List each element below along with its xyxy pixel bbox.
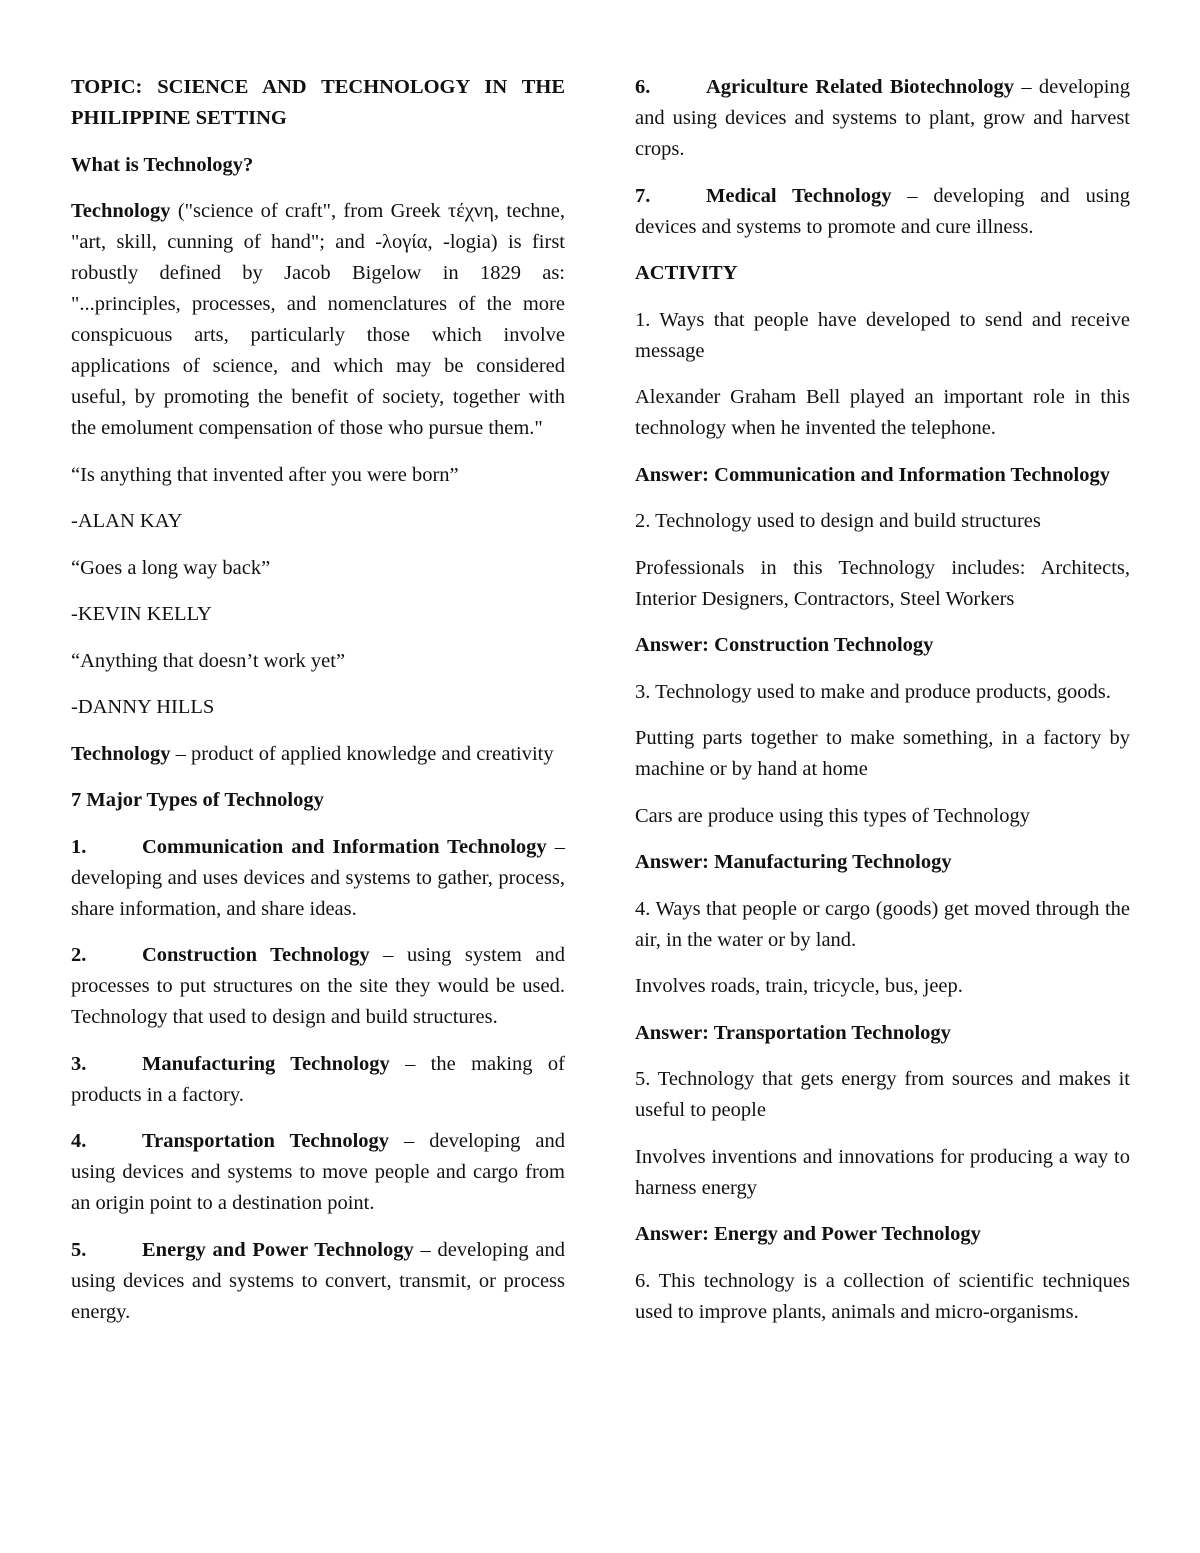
type-name: Agriculture Related Biotechnology [706, 76, 1015, 98]
activity-question: 5. Technology that gets energy from sources and makes it useful to people [635, 1068, 1130, 1121]
activity-hint: Involves roads, train, tricycle, bus, jeep. [635, 975, 963, 997]
quote-2: “Goes a long way back” [71, 556, 271, 579]
activity-question: 2. Technology used to design and build structures [635, 510, 1041, 532]
activity-hint: Involves inventions and innovations for producing a way to harness energy [635, 1145, 1130, 1199]
left-column [71, 72, 565, 1343]
activity-hint: Putting parts together to make something, in a factory by machine or by hand at home [635, 727, 1130, 780]
type-item [71, 832, 565, 925]
type-item [71, 1126, 565, 1219]
type-description: – developing and using devices and systems to plant, grow and harvest crops. [635, 76, 1131, 160]
short-definition-term: Technology [71, 742, 171, 765]
quote-2-author: -KEVIN KELLY [71, 603, 212, 625]
type-description: – the making of products in a factory. [71, 1052, 565, 1106]
technology-definition [71, 196, 565, 444]
type-name: Energy and Power Technology [142, 1238, 414, 1261]
what-is-technology-heading: What is Technology? [71, 153, 254, 176]
definition-term: Technology [71, 200, 171, 222]
activity-answer: Answer: Transportation Technology [635, 1021, 951, 1044]
short-definition-text: – product of applied knowledge and creativity [170, 742, 554, 765]
type-item [71, 940, 565, 1033]
type-number: 2. [71, 944, 87, 966]
type-item [71, 1235, 565, 1328]
type-item [635, 72, 1130, 165]
type-description: – developing and uses devices and systems to gather, process, share information, and share ideas. [71, 835, 566, 920]
activity-hint: Professionals in this Technology includes: Architects, Interior Designers, Contractors, Steel Workers [635, 556, 1130, 610]
type-item [71, 1049, 565, 1111]
quote-3-author: -DANNY HILLS [71, 696, 215, 718]
activity-question: 1. Ways that people have developed to send and receive message [635, 308, 1130, 362]
type-description: – developing and using devices and systems to convert, transmit, or process energy. [71, 1238, 565, 1323]
activity-question: 6. This technology is a collection of scientific techniques used to improve plants, animals and micro-organisms. [635, 1269, 1130, 1323]
quote-1: “Is anything that invented after you were born” [71, 463, 459, 486]
activity-question: 3. Technology used to make and produce products, goods. [635, 680, 1111, 703]
activity-answer: Answer: Manufacturing Technology [635, 851, 952, 873]
quote-1-author: -ALAN KAY [71, 510, 183, 532]
topic-title: TOPIC: SCIENCE AND TECHNOLOGY IN THE PHILIPPINE SETTING [71, 76, 565, 129]
type-description: – using system and processes to put structures on the site they would be used. Technology that used to design and build structures. [71, 944, 566, 1028]
types-heading: 7 Major Types of Technology [71, 789, 324, 811]
type-number: 6. [635, 76, 651, 98]
type-name: Construction Technology [142, 944, 370, 966]
type-description: – developing and using devices and systems to promote and cure illness. [635, 184, 1130, 238]
activity-answer: Answer: Communication and Information Technology [635, 463, 1110, 486]
activity-answer: Answer: Energy and Power Technology [635, 1223, 981, 1245]
right-column [635, 72, 1130, 1343]
type-number: 4. [71, 1130, 87, 1152]
activity-hint: Alexander Graham Bell played an important role in this technology when he invented the telephone. [635, 386, 1130, 439]
activity-heading: ACTIVITY [635, 262, 738, 284]
type-number: 1. [71, 835, 87, 858]
type-number: 5. [71, 1238, 87, 1261]
type-name: Transportation Technology [142, 1130, 390, 1152]
type-description: – developing and using devices and systems to move people and cargo from an origin point to a destination point. [71, 1130, 565, 1214]
activity-question: 4. Ways that people or cargo (goods) get moved through the air, in the water or by land. [635, 897, 1130, 951]
type-number: 3. [71, 1052, 87, 1075]
technology-short-definition [71, 739, 565, 770]
quote-3: “Anything that doesn’t work yet” [71, 649, 346, 672]
type-name: Manufacturing Technology [142, 1052, 390, 1075]
type-name: Communication and Information Technology [142, 835, 547, 858]
type-number: 7. [635, 184, 651, 207]
type-item [635, 181, 1130, 243]
activity-answer: Answer: Construction Technology [635, 634, 934, 656]
activity-hint: Cars are produce using this types of Technology [635, 804, 1031, 827]
definition-text: ("science of craft", from Greek τέχνη, techne, "art, skill, cunning of hand"; and -λογία, -logia) is first robustly defined by Jacob Bigelow in 1829 as: "...principles, processes, and nomenclatures of the more conspicuous arts, particularly those which involve applications of science, and which may be considered useful, by promoting the benefit of society, together with the emolument compensation of those who pursue them." [71, 200, 565, 439]
type-name: Medical Technology [706, 184, 892, 207]
